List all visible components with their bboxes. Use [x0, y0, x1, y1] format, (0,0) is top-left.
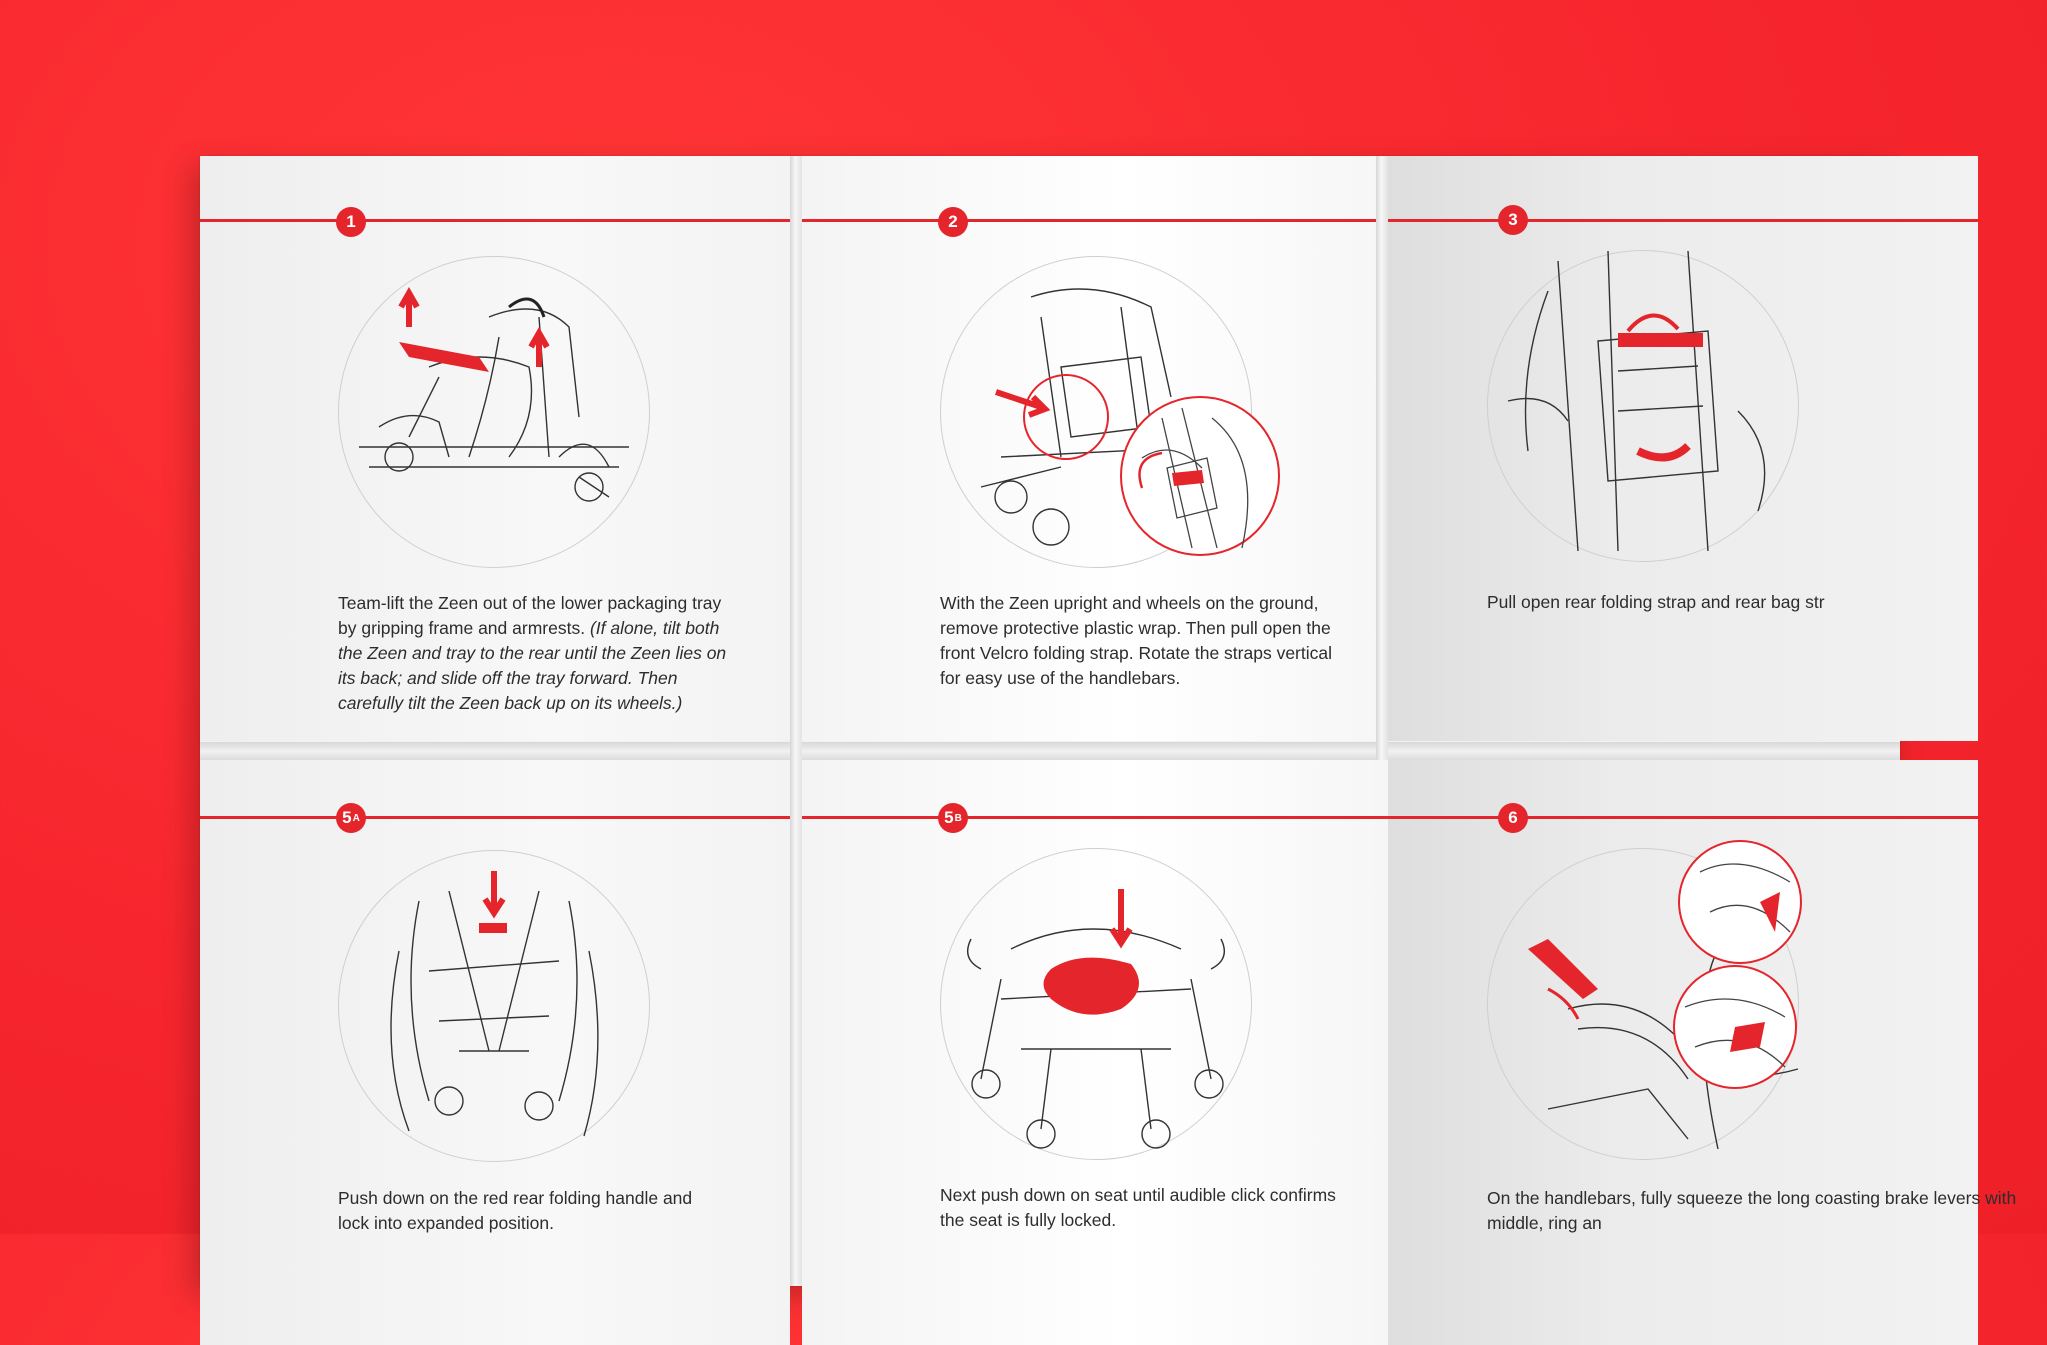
step-panel-2	[802, 156, 1392, 741]
step-panel-3	[1388, 156, 1978, 741]
step-caption: With the Zeen upright and wheels on the ground, remove protective plastic wrap. Then pull open the front Velcro folding strap. Rotate the straps vertical for easy use of the handlebars.	[940, 593, 1332, 688]
step-caption: Next push down on seat until audible click confirms the seat is fully locked.	[940, 1185, 1336, 1230]
step-number-badge: 1	[336, 207, 366, 237]
illustration-fold-handle-icon	[338, 850, 650, 1162]
panel-rule	[802, 219, 1392, 222]
illustration-lift-icon	[338, 256, 650, 568]
step-caption: Pull open rear folding strap and rear bag str	[1487, 592, 1825, 612]
step-number-badge: 3	[1498, 205, 1528, 235]
step-caption: Team-lift the Zeen out of the lower packaging tray by gripping frame and armrests. (If alone, tilt both the Zeen and tray to the rear until the Zeen lies on its back; and slide off the tray forward. Then carefully tilt the Zeen back up on its wheels.)	[338, 593, 727, 713]
detail-zoom-circle	[1678, 840, 1802, 964]
step-number-badge: 5 A	[336, 803, 366, 833]
panel-rule	[1388, 219, 1978, 222]
step-number-badge: 5 B	[938, 803, 968, 833]
detail-zoom-circle	[1673, 965, 1797, 1089]
step-panel-5a	[200, 760, 790, 1345]
step-number-badge: 2	[938, 207, 968, 237]
detail-zoom-circle	[1120, 396, 1280, 556]
panel-rule	[802, 816, 1392, 819]
fold-horizontal	[200, 742, 1900, 760]
step-panel-6	[1388, 760, 2017, 1345]
step-caption: On the handlebars, fully squeeze the long coasting brake levers with middle, ring an	[1487, 1188, 2017, 1233]
panel-rule	[200, 816, 790, 819]
instruction-sheet	[200, 156, 2017, 1286]
panel-rule	[200, 219, 790, 222]
fold-vertical	[790, 156, 802, 1286]
step-panel-5b	[802, 760, 1392, 1345]
step-number-badge: 6	[1498, 803, 1528, 833]
step-panel-1	[200, 156, 790, 741]
panel-rule	[1388, 816, 1978, 819]
step-caption: Push down on the red rear folding handle and lock into expanded position.	[338, 1188, 693, 1233]
illustration-rear-strap-icon	[1487, 250, 1799, 562]
illustration-seat-lock-icon	[940, 848, 1252, 1160]
